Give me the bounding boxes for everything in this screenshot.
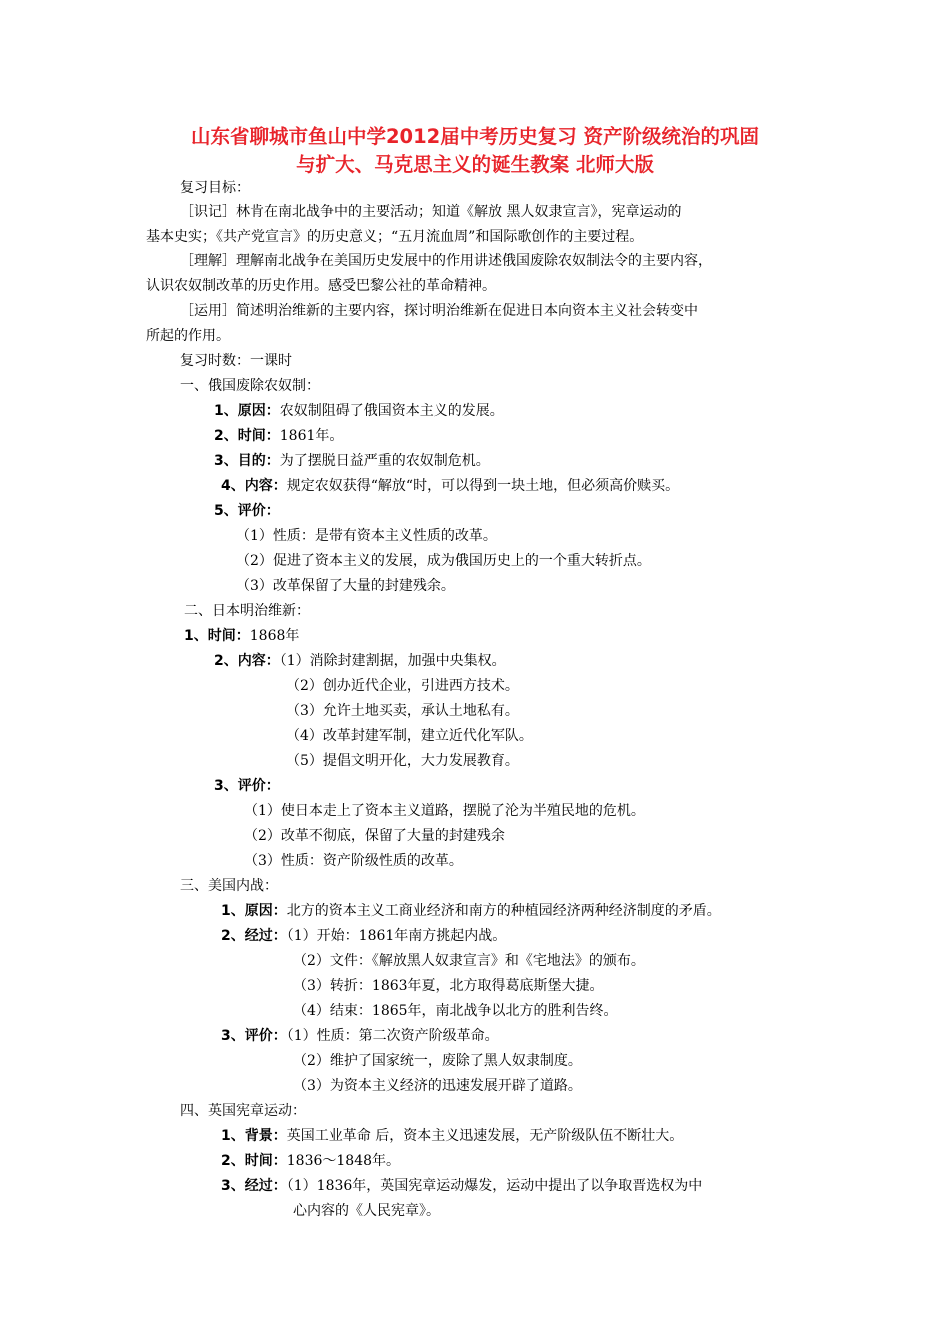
objective-remember-line-2: 基本史实；《共产党宣言》的历史意义；“五月流血周”和国际歌创作的主要过程。 [146,229,644,245]
s1-item-5 [214,501,280,521]
s4-item-1-label: 1、背景： [221,1128,287,1144]
objective-understand-line-2: 认识农奴制改革的历史作用。感受巴黎公社的革命精神。 [146,278,496,294]
s1-item-3-text: 为了摆脱日益严重的农奴制危机。 [279,453,490,469]
objective-apply-line-2: 所起的作用。 [146,328,230,344]
s2-item-3-label: 3、评价： [214,778,280,794]
section-1-heading: 一、俄国废除农奴制： [180,378,320,394]
s3-process-2: （2）文件：《解放黑人奴隶宣言》和《宅地法》的颁布。 [293,953,645,969]
s2-eval-2: （2）改革不彻底，保留了大量的封建残余 [244,828,505,844]
s4-item-3 [221,1176,702,1196]
s2-item-2-label: 2、内容： [214,653,280,669]
s1-item-3-label: 3、目的： [214,453,280,469]
s3-process-1: （1）开始：1861年南方挑起内战。 [286,928,507,944]
s2-item-1-text: 1868年 [249,628,300,644]
s3-item-3-label: 3、评价： [221,1028,287,1044]
s2-content-5: （5）提倡文明开化，大力发展教育。 [286,753,519,769]
s1-item-4-text: 规定农奴获得“解放“时，可以得到一块土地，但必须高价赎买。 [286,478,680,494]
s2-eval-3: （3）性质：资产阶级性质的改革。 [244,853,463,869]
s1-item-2-label: 2、时间： [214,428,280,444]
s3-eval-1: （1）性质：第二次资产阶级革命。 [286,1028,499,1044]
s3-item-1 [221,901,721,921]
s2-item-1 [184,626,299,646]
s4-item-2 [221,1151,400,1171]
objective-understand-line-1: ［理解］理解南北战争在美国历史发展中的作用讲述俄国废除农奴制法令的主要内容， [180,253,712,269]
review-hours: 复习时数：一课时 [180,353,292,369]
s3-item-3 [221,1026,499,1046]
objectives-heading: 复习目标： [180,180,250,196]
s2-content-4: （4）改革封建军制，建立近代化军队。 [286,728,533,744]
s1-item-2 [214,426,343,446]
s2-item-1-label: 1、时间： [184,628,250,644]
s1-eval-3: （3）改革保留了大量的封建残余。 [236,578,455,594]
document-title-line-1: 山东省聊城市鱼山中学2012届中考历史复习 资产阶级统治的巩固 [190,125,760,148]
objective-apply-line-1: ［运用］简述明治维新的主要内容，探讨明治维新在促进日本向资本主义社会转变中 [180,303,698,319]
s3-item-2-label: 2、经过： [221,928,287,944]
section-2-heading: 二、日本明治维新： [184,603,310,619]
s1-item-3 [214,451,490,471]
s3-eval-2: （2）维护了国家统一，废除了黑人奴隶制度。 [293,1053,582,1069]
s2-item-2 [214,651,506,671]
objective-remember-line-1: ［识记］林肯在南北战争中的主要活动；知道《解放 黑人奴隶宣言》，宪章运动的 [180,204,682,220]
s4-process-1a: （1）1836年，英国宪章运动爆发，运动中提出了以争取晋选权为中 [286,1178,703,1194]
s3-process-3: （3）转折：1863年夏，北方取得葛底斯堡大捷。 [293,978,604,994]
s4-item-2-label: 2、时间： [221,1153,287,1169]
s4-item-2-text: 1836～1848年。 [286,1153,401,1169]
s1-item-1 [214,401,504,421]
s3-item-1-text: 北方的资本主义工商业经济和南方的种植园经济两种经济制度的矛盾。 [286,903,721,919]
s1-eval-1: （1）性质：是带有资本主义性质的改革。 [236,528,497,544]
s3-item-1-label: 1、原因： [221,903,287,919]
s2-eval-1: （1）使日本走上了资本主义道路，摆脱了沦为半殖民地的危机。 [244,803,645,819]
s1-item-4 [221,476,679,496]
s1-item-5-label: 5、评价： [214,503,280,519]
s1-item-1-label: 1、原因： [214,403,280,419]
document-title-line-2: 与扩大、马克思主义的诞生教案 北师大版 [296,153,654,176]
s1-item-4-label: 4、内容： [221,478,287,494]
s4-item-1 [221,1126,683,1146]
s2-content-2: （2）创办近代企业，引进西方技术。 [286,678,519,694]
s1-item-1-text: 农奴制阻碍了俄国资本主义的发展。 [279,403,504,419]
s4-item-3-label: 3、经过： [221,1178,287,1194]
s4-item-1-text: 英国工业革命 后，资本主义迅速发展，无产阶级队伍不断壮大。 [286,1128,684,1144]
s3-item-2 [221,926,506,946]
s1-eval-2: （2）促进了资本主义的发展，成为俄国历史上的一个重大转折点。 [236,553,651,569]
s3-eval-3: （3）为资本主义经济的迅速发展开辟了道路。 [293,1078,582,1094]
section-3-heading: 三、美国内战： [180,878,278,894]
s2-content-3: （3）允许土地买卖，承认土地私有。 [286,703,519,719]
s4-process-1b: 心内容的《人民宪章》。 [293,1203,440,1219]
s2-content-1: （1）消除封建割据，加强中央集权。 [279,653,506,669]
s3-process-4: （4）结束：1865年，南北战争以北方的胜利告终。 [293,1003,618,1019]
s2-item-3 [214,776,280,796]
section-4-heading: 四、英国宪章运动： [180,1103,306,1119]
s1-item-2-text: 1861年。 [279,428,344,444]
